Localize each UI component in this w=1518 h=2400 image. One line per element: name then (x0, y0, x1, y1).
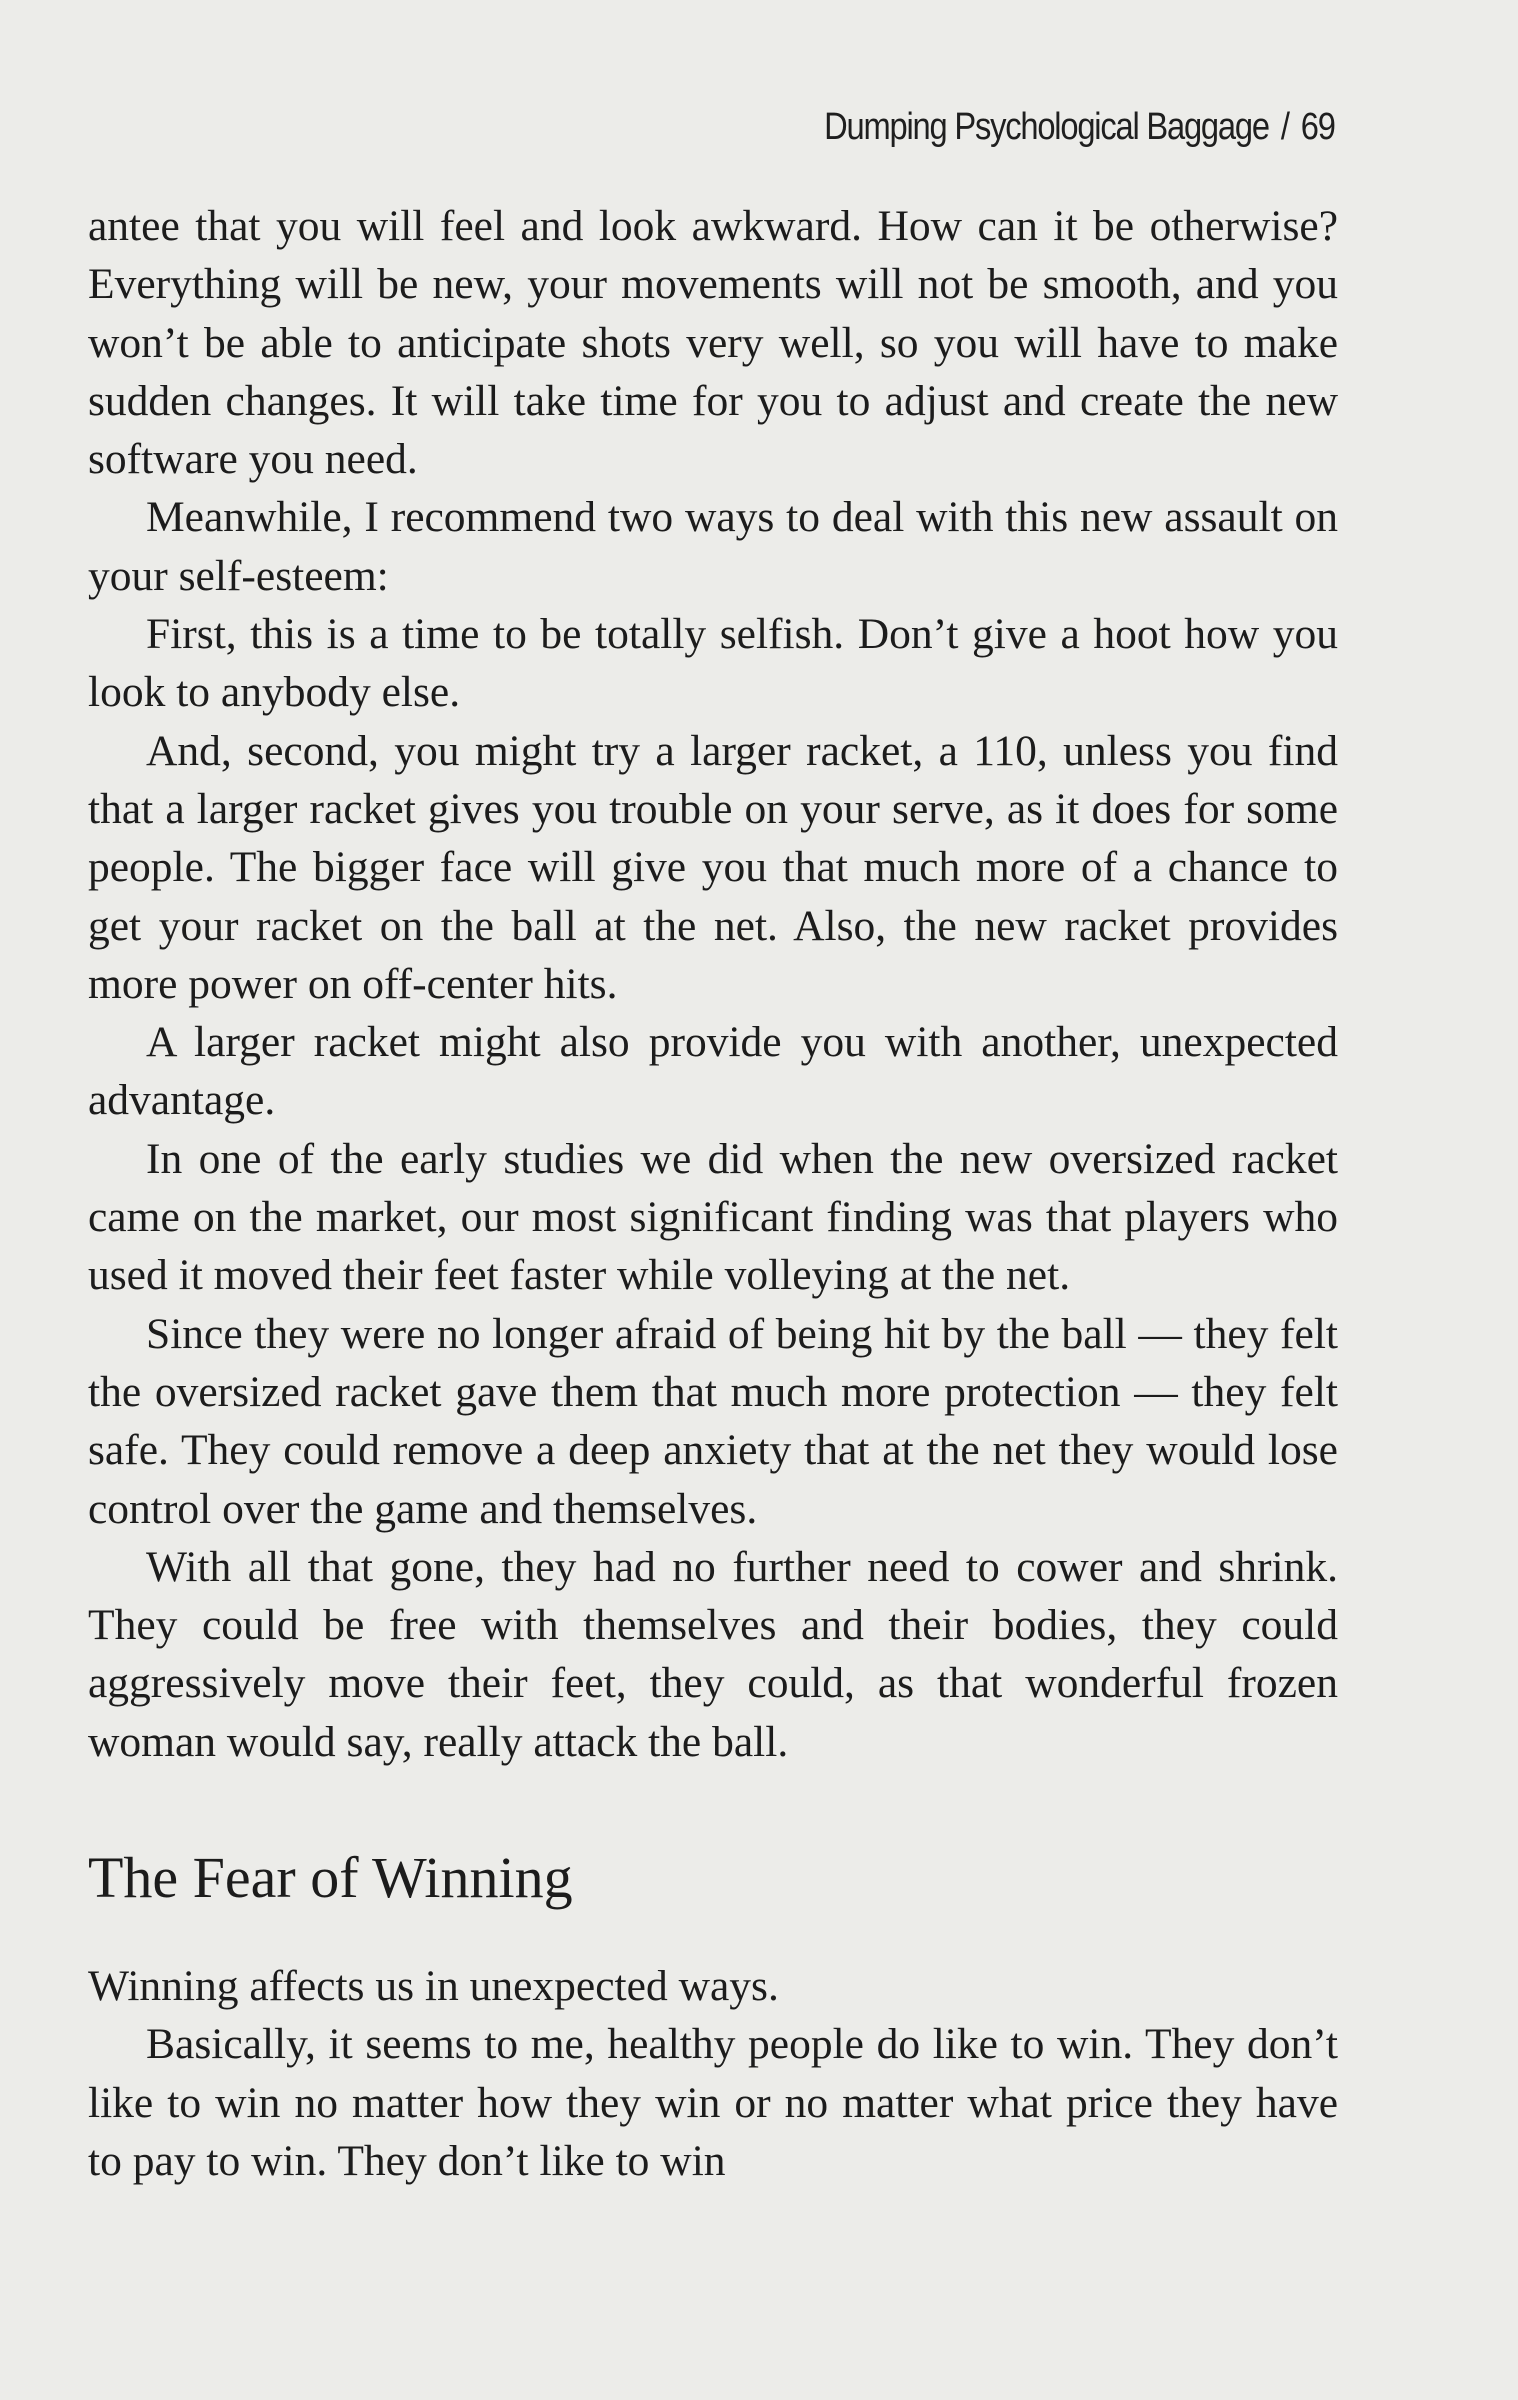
body-text (88, 197, 1338, 2190)
page-number: 69 (1301, 106, 1335, 148)
paragraph: Winning affects us in unexpected ways. (88, 1962, 779, 2011)
running-head-separator: / (1281, 106, 1290, 148)
paragraph: A larger racket might also provide you with another, unexpected advantage. (88, 1018, 1338, 1125)
running-head (824, 106, 1335, 149)
section-heading: The Fear of Winning (88, 1845, 573, 1911)
paragraph: In one of the early studies we did when the new oversized racket came on the market, our most significant finding was that players who used it moved their feet faster while volleying at the net. (88, 1134, 1338, 1300)
paragraph: antee that you will feel and look awkward. How can it be otherwise? Everything will be new, your movements will not be smooth, and you won’t be able to anticipate shots very well, so you will have to make sudden changes. It will take time for you to adjust and create the new software you need. (88, 202, 1338, 484)
paragraph: Basically, it seems to me, healthy people do like to win. They don’t like to win no matter how they win or no matter what price they have to pay to win. They don’t like to win (88, 2020, 1338, 2185)
paragraph: Meanwhile, I recommend two ways to deal with this new assault on your self-esteem: (88, 493, 1338, 600)
paragraph: With all that gone, they had no further need to cower and shrink. They could be free with themselves and their bodies, they could aggressively move their feet, they could, as that wonderful frozen woman would say, really attack the ball. (88, 1542, 1338, 1766)
running-head-title: Dumping Psychological Baggage (824, 106, 1270, 148)
paragraph: First, this is a time to be totally selfish. Don’t give a hoot how you look to anybody else. (88, 610, 1338, 717)
paragraph: Since they were no longer afraid of being hit by the ball — they felt the oversized racket gave them that much more protection — they felt safe. They could remove a deep anxiety that at the net they would lose control over the game and themselves. (88, 1309, 1338, 1533)
paragraph: And, second, you might try a larger racket, a 110, unless you find that a larger racket gives you trouble on your serve, as it does for some people. The bigger face will give you that much more of a chance to get your racket on the ball at the net. Also, the new racket provides more power on off-center hits. (88, 726, 1338, 1008)
